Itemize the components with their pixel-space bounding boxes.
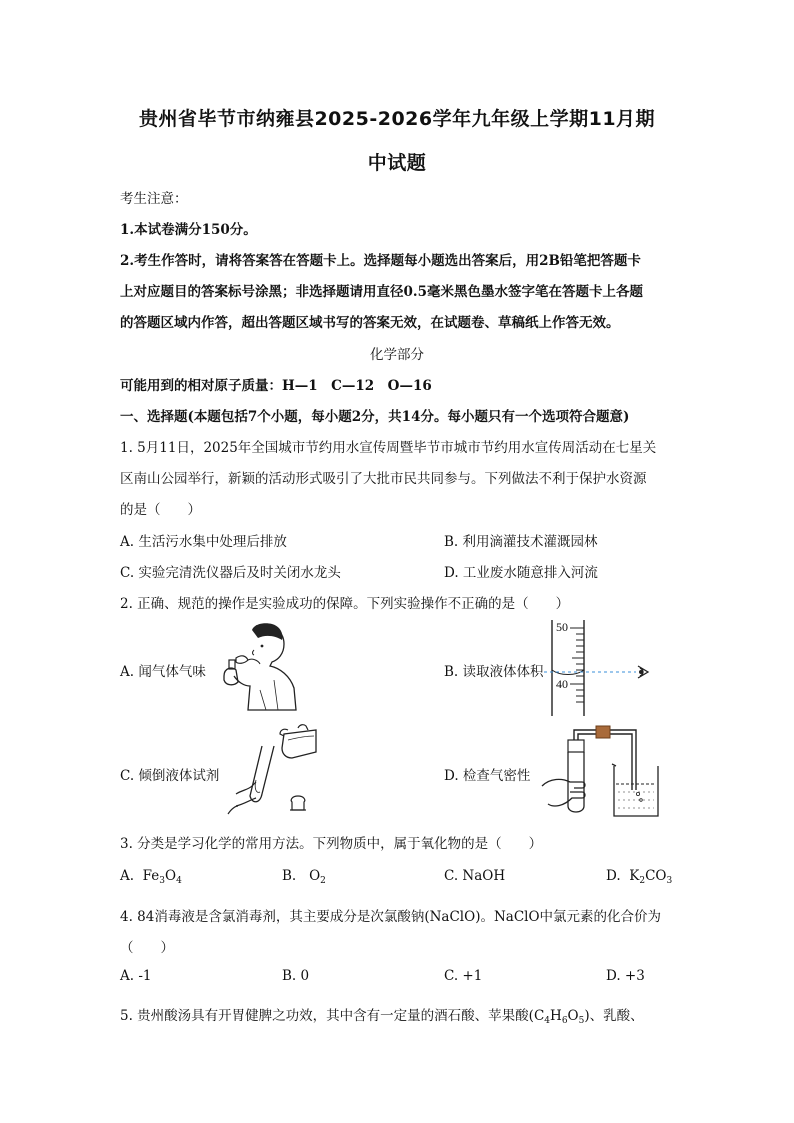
q1-stem-line1: 1. 5月11日，2025年全国城市节约用水宣传周暨毕节市城市节约用水宣传周活动在七星关 [120, 440, 657, 456]
graduated-cylinder-figure [540, 618, 655, 718]
q3-option-d: D. $K_2CO_3$ [606, 868, 673, 886]
q4-stem-line1: 4. 84消毒液是含氯消毒剂，其主要成分是次氯酸钠(NaClO)。NaClO中氯元素的化合价为 [120, 909, 662, 925]
exam-title-line2: 中试题 [367, 152, 427, 174]
q1-option-d: D. 工业废水随意排入河流 [444, 565, 598, 581]
pouring-liquid-figure [226, 724, 322, 824]
q4-stem-line2: （ ） [120, 940, 174, 956]
part1-heading: 一、选择题(本题包括7个小题，每小题2分，共14分。每小题只有一个选项符合题意) [120, 409, 630, 425]
q4-option-d: D. +3 [606, 968, 645, 984]
q3-stem: 3. 分类是学习化学的常用方法。下列物质中，属于氧化物的是（ ） [120, 836, 543, 852]
q2-option-c: C. 倾倒液体试剂 [120, 768, 220, 784]
q4-option-a: A. -1 [120, 968, 152, 984]
q1-stem-line2: 区南山公园举行，新颖的活动形式吸引了大批市民共同参与。下列做法不利于保护水资源 [120, 471, 647, 487]
q3-option-a: A. $Fe_3O_4$ [120, 868, 182, 886]
q5-stem-line1: 5. 贵州酸汤具有开胃健脾之功效，其中含有一定量的酒石酸、苹果酸$(C_4H_6O_5)$、乳酸、 [120, 1008, 644, 1026]
notice-item-1: 1.本试卷满分150分。 [120, 222, 257, 238]
notice-item-2-line3: 的答题区域内作答，超出答题区域书写的答案无效，在试题卷、草稿纸上作答无效。 [120, 315, 620, 331]
q3-option-b: B. $O_2$ [282, 868, 326, 886]
exam-title-line1: 贵州省毕节市纳雍县2025-2026学年九年级上学期11月期 [138, 108, 656, 130]
q1-stem-line3: 的是（ ） [120, 502, 201, 518]
q4-option-c: C. +1 [444, 968, 483, 984]
q2-option-b: B. 读取液体体积 [444, 664, 544, 680]
q1-option-c: C. 实验完清洗仪器后及时关闭水龙头 [120, 565, 341, 581]
scale-label-50: 50 [556, 620, 568, 634]
airtightness-check-figure [538, 720, 668, 824]
notice-item-2-line2: 上对应题目的答案标号涂黑；非选择题请用直径0.5毫米黑色墨水签字笔在答题卡上各题 [120, 284, 643, 300]
atomic-mass-line: 可能用到的相对原子质量：H—1 C—12 O—16 [120, 378, 432, 394]
q1-option-b: B. 利用滴灌技术灌溉园林 [444, 534, 598, 550]
q4-option-b: B. 0 [282, 968, 310, 984]
q2-stem: 2. 正确、规范的操作是实验成功的保障。下列实验操作不正确的是（ ） [120, 596, 570, 612]
q1-option-a: A. 生活污水集中处理后排放 [120, 534, 287, 550]
scale-label-40: 40 [556, 677, 568, 691]
notice-heading: 考生注意： [120, 191, 188, 207]
q2-option-d: D. 检查气密性 [444, 768, 531, 784]
q3-option-c: C. NaOH [444, 868, 506, 884]
q2-option-a: A. 闻气体气味 [120, 664, 206, 680]
section-title: 化学部分 [370, 347, 424, 363]
notice-item-2-line1: 2.考生作答时，请将答案答在答题卡上。选择题每小题选出答案后，用2B铅笔把答题卡 [120, 253, 641, 269]
smelling-gas-figure [218, 620, 300, 712]
